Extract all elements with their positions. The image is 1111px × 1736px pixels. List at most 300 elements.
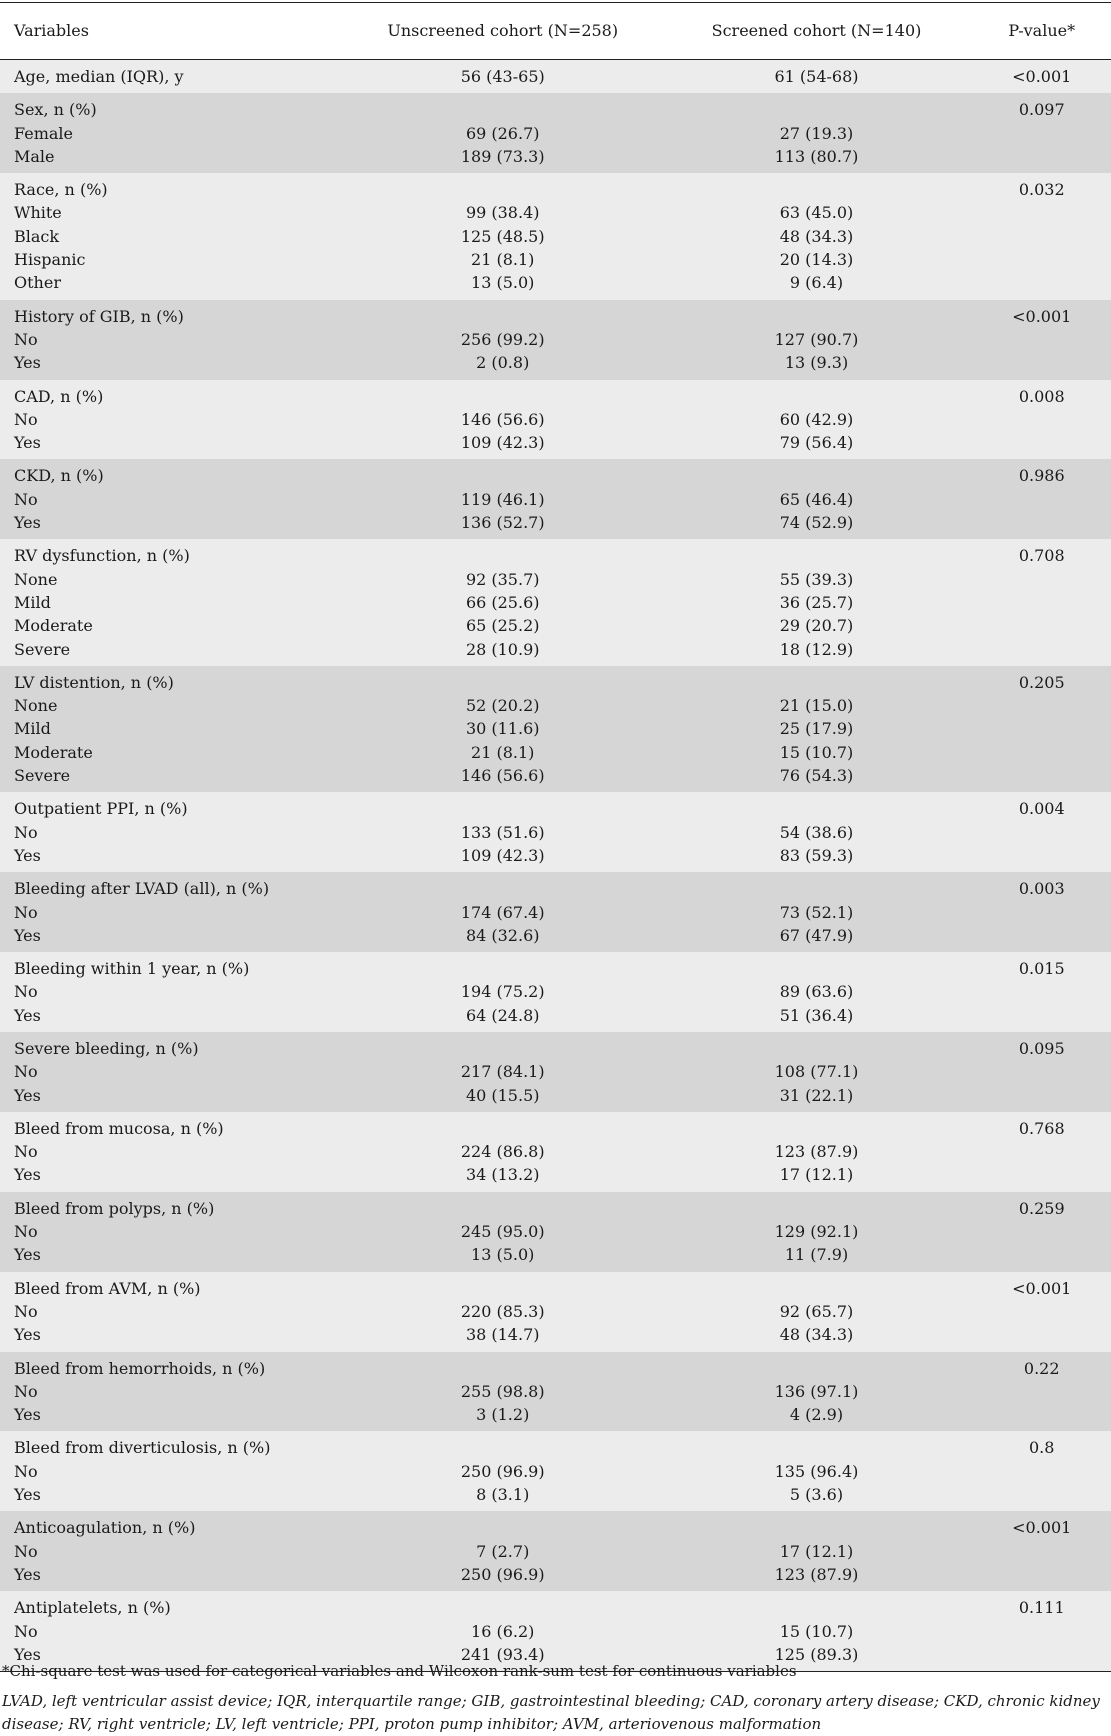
p-value: 0.708 <box>972 539 1111 567</box>
unscreened-value: 3 (1.2) <box>345 1403 661 1431</box>
unscreened-value: 133 (51.6) <box>345 821 661 844</box>
group-header-row <box>0 380 1111 408</box>
variable-group <box>0 1272 1111 1352</box>
category-label: Yes <box>0 511 345 539</box>
unscreened-value <box>345 93 661 121</box>
p-value: 0.111 <box>972 1591 1111 1619</box>
screened-value <box>661 173 973 201</box>
p-value-empty <box>972 1084 1111 1112</box>
unscreened-value: 65 (25.2) <box>345 614 661 637</box>
unscreened-value <box>345 1032 661 1060</box>
group-header-row <box>0 1431 1111 1459</box>
group-header-row <box>0 1272 1111 1300</box>
unscreened-value <box>345 1272 661 1300</box>
variable-group <box>0 872 1111 952</box>
group-header-row <box>0 173 1111 201</box>
unscreened-value: 2 (0.8) <box>345 351 661 379</box>
variable-label: Bleed from polyps, n (%) <box>0 1192 345 1220</box>
table-row <box>0 1380 1111 1403</box>
unscreened-value: 146 (56.6) <box>345 408 661 431</box>
screened-value <box>661 952 973 980</box>
screened-value <box>661 1511 973 1539</box>
unscreened-value <box>345 666 661 694</box>
table-row <box>0 431 1111 459</box>
unscreened-value: 40 (15.5) <box>345 1084 661 1112</box>
variable-label: LV distention, n (%) <box>0 666 345 694</box>
p-value-empty <box>972 1163 1111 1191</box>
screened-value: 13 (9.3) <box>661 351 973 379</box>
variable-label: Race, n (%) <box>0 173 345 201</box>
screened-value: 55 (39.3) <box>661 568 973 591</box>
p-value: <0.001 <box>972 60 1111 94</box>
variable-group <box>0 792 1111 872</box>
p-value: <0.001 <box>972 300 1111 328</box>
header-pvalue: P-value* <box>972 3 1111 60</box>
screened-value <box>661 380 973 408</box>
unscreened-value <box>345 872 661 900</box>
screened-value: 125 (89.3) <box>661 1643 973 1672</box>
p-value-empty <box>972 1483 1111 1511</box>
screened-value: 31 (22.1) <box>661 1084 973 1112</box>
variable-group <box>0 380 1111 460</box>
group-header-row <box>0 1032 1111 1060</box>
unscreened-value <box>345 459 661 487</box>
p-value-empty <box>972 271 1111 299</box>
screened-value: 129 (92.1) <box>661 1220 973 1243</box>
unscreened-value: 69 (26.7) <box>345 122 661 145</box>
table-row <box>0 764 1111 792</box>
unscreened-value <box>345 1511 661 1539</box>
unscreened-value: 245 (95.0) <box>345 1220 661 1243</box>
p-value-empty <box>972 614 1111 637</box>
unscreened-value <box>345 380 661 408</box>
variable-group <box>0 952 1111 1032</box>
category-label: Yes <box>0 1084 345 1112</box>
group-header-row <box>0 952 1111 980</box>
category-label: Yes <box>0 1163 345 1191</box>
screened-value: 15 (10.7) <box>661 741 973 764</box>
screened-value: 127 (90.7) <box>661 328 973 351</box>
group-header-row <box>0 60 1111 94</box>
variable-group <box>0 300 1111 380</box>
category-label: No <box>0 328 345 351</box>
unscreened-value: 16 (6.2) <box>345 1620 661 1643</box>
variable-group <box>0 459 1111 539</box>
screened-value: 18 (12.9) <box>661 638 973 666</box>
category-label: Moderate <box>0 614 345 637</box>
screened-value: 60 (42.9) <box>661 408 973 431</box>
screened-value: 135 (96.4) <box>661 1460 973 1483</box>
table-row <box>0 145 1111 173</box>
screened-value <box>661 1272 973 1300</box>
unscreened-value: 224 (86.8) <box>345 1140 661 1163</box>
category-label: Hispanic <box>0 248 345 271</box>
p-value: 0.22 <box>972 1352 1111 1380</box>
unscreened-value: 13 (5.0) <box>345 1243 661 1271</box>
p-value-empty <box>972 511 1111 539</box>
p-value-empty <box>972 924 1111 952</box>
screened-value: 63 (45.0) <box>661 201 973 224</box>
screened-value: 51 (36.4) <box>661 1004 973 1032</box>
footnote-abbreviations: LVAD, left ventricular assist device; IQR, interquartile range; GIB, gastrointestinal bleeding; CAD, coronary artery disease; CKD, chronic kidney disease; RV, right ventricle; LV, left ventricle; PPI, proton pump inhibitor; AVM, arteriovenous malformation <box>2 1692 1100 1733</box>
category-label: Female <box>0 122 345 145</box>
p-value-empty <box>972 1243 1111 1271</box>
p-value-empty <box>972 1563 1111 1591</box>
variable-label: CKD, n (%) <box>0 459 345 487</box>
category-label: White <box>0 201 345 224</box>
p-value: 0.8 <box>972 1431 1111 1459</box>
table-row <box>0 717 1111 740</box>
table-row <box>0 1403 1111 1431</box>
unscreened-value: 66 (25.6) <box>345 591 661 614</box>
p-value-empty <box>972 225 1111 248</box>
category-label: Yes <box>0 351 345 379</box>
unscreened-value: 220 (85.3) <box>345 1300 661 1323</box>
unscreened-value <box>345 1591 661 1619</box>
group-header-row <box>0 1352 1111 1380</box>
table-row <box>0 271 1111 299</box>
p-value: 0.015 <box>972 952 1111 980</box>
header-variables: Variables <box>0 3 345 60</box>
category-label: No <box>0 1620 345 1643</box>
group-header-row <box>0 1192 1111 1220</box>
category-label: Severe <box>0 638 345 666</box>
category-label: No <box>0 1460 345 1483</box>
category-label: No <box>0 1060 345 1083</box>
category-label: Moderate <box>0 741 345 764</box>
table-row <box>0 225 1111 248</box>
p-value: 0.008 <box>972 380 1111 408</box>
unscreened-value <box>345 539 661 567</box>
table-row <box>0 1243 1111 1271</box>
unscreened-value: 92 (35.7) <box>345 568 661 591</box>
unscreened-value: 7 (2.7) <box>345 1540 661 1563</box>
p-value: 0.205 <box>972 666 1111 694</box>
screened-value <box>661 1112 973 1140</box>
p-value-empty <box>972 1460 1111 1483</box>
category-label: No <box>0 821 345 844</box>
p-value: 0.097 <box>972 93 1111 121</box>
table-row <box>0 1163 1111 1191</box>
table-header <box>0 3 1111 60</box>
p-value-empty <box>972 248 1111 271</box>
screened-value: 29 (20.7) <box>661 614 973 637</box>
screened-value: 73 (52.1) <box>661 901 973 924</box>
screened-value <box>661 1032 973 1060</box>
screened-value <box>661 1591 973 1619</box>
variable-label: Bleed from diverticulosis, n (%) <box>0 1431 345 1459</box>
p-value-empty <box>972 351 1111 379</box>
group-header-row <box>0 93 1111 121</box>
p-value-empty <box>972 844 1111 872</box>
screened-value: 17 (12.1) <box>661 1540 973 1563</box>
table-row <box>0 638 1111 666</box>
variable-group <box>0 1192 1111 1272</box>
p-value-empty <box>972 568 1111 591</box>
cohort-comparison-table <box>0 2 1111 1672</box>
group-header-row <box>0 300 1111 328</box>
group-header-row <box>0 459 1111 487</box>
p-value-empty <box>972 980 1111 1003</box>
category-label: No <box>0 1220 345 1243</box>
p-value-empty <box>972 488 1111 511</box>
table-row <box>0 901 1111 924</box>
table-row <box>0 844 1111 872</box>
group-header-row <box>0 1591 1111 1619</box>
unscreened-value: 255 (98.8) <box>345 1380 661 1403</box>
unscreened-value: 34 (13.2) <box>345 1163 661 1191</box>
table-row <box>0 1220 1111 1243</box>
screened-value: 4 (2.9) <box>661 1403 973 1431</box>
screened-value: 65 (46.4) <box>661 488 973 511</box>
table-row <box>0 511 1111 539</box>
variable-group <box>0 1032 1111 1112</box>
variable-label: CAD, n (%) <box>0 380 345 408</box>
variable-group <box>0 1352 1111 1432</box>
screened-value: 11 (7.9) <box>661 1243 973 1271</box>
category-label: No <box>0 488 345 511</box>
unscreened-value: 146 (56.6) <box>345 764 661 792</box>
unscreened-value: 64 (24.8) <box>345 1004 661 1032</box>
variable-label: Bleeding after LVAD (all), n (%) <box>0 872 345 900</box>
table-row <box>0 122 1111 145</box>
category-label: No <box>0 1540 345 1563</box>
unscreened-value <box>345 300 661 328</box>
category-label: Mild <box>0 591 345 614</box>
screened-value: 123 (87.9) <box>661 1563 973 1591</box>
screened-value <box>661 872 973 900</box>
group-header-row <box>0 792 1111 820</box>
p-value: 0.032 <box>972 173 1111 201</box>
p-value: <0.001 <box>972 1511 1111 1539</box>
variable-group <box>0 1431 1111 1511</box>
unscreened-value: 56 (43-65) <box>345 60 661 94</box>
header-screened: Screened cohort (N=140) <box>661 3 973 60</box>
unscreened-value: 119 (46.1) <box>345 488 661 511</box>
unscreened-value: 189 (73.3) <box>345 145 661 173</box>
group-header-row <box>0 1112 1111 1140</box>
group-header-row <box>0 1511 1111 1539</box>
category-label: Severe <box>0 764 345 792</box>
p-value-empty <box>972 1620 1111 1643</box>
p-value: 0.003 <box>972 872 1111 900</box>
category-label: Yes <box>0 1403 345 1431</box>
screened-value: 74 (52.9) <box>661 511 973 539</box>
p-value-empty <box>972 741 1111 764</box>
variable-group <box>0 173 1111 299</box>
p-value-empty <box>972 1380 1111 1403</box>
unscreened-value: 109 (42.3) <box>345 844 661 872</box>
p-value: 0.986 <box>972 459 1111 487</box>
screened-value: 76 (54.3) <box>661 764 973 792</box>
p-value: <0.001 <box>972 1272 1111 1300</box>
header-row <box>0 3 1111 60</box>
screened-value <box>661 666 973 694</box>
table-row <box>0 1460 1111 1483</box>
unscreened-value: 8 (3.1) <box>345 1483 661 1511</box>
p-value-empty <box>972 1140 1111 1163</box>
category-label: Mild <box>0 717 345 740</box>
category-label: Yes <box>0 1563 345 1591</box>
category-label: No <box>0 980 345 1003</box>
p-value-empty <box>972 1403 1111 1431</box>
category-label: None <box>0 694 345 717</box>
unscreened-value: 217 (84.1) <box>345 1060 661 1083</box>
p-value-empty <box>972 764 1111 792</box>
unscreened-value <box>345 173 661 201</box>
screened-value: 15 (10.7) <box>661 1620 973 1643</box>
screened-value <box>661 93 973 121</box>
p-value-empty <box>972 1323 1111 1351</box>
variable-label: Anticoagulation, n (%) <box>0 1511 345 1539</box>
category-label: Yes <box>0 1483 345 1511</box>
table-row <box>0 1140 1111 1163</box>
p-value-empty <box>972 145 1111 173</box>
variable-group <box>0 666 1111 792</box>
p-value-empty <box>972 1004 1111 1032</box>
group-header-row <box>0 539 1111 567</box>
variable-group <box>0 539 1111 665</box>
footnote-statistics: *Chi-square test was used for categorical variables and Wilcoxon rank-sum test for continuous variables <box>2 1662 797 1680</box>
p-value-empty <box>972 717 1111 740</box>
header-unscreened: Unscreened cohort (N=258) <box>345 3 661 60</box>
category-label: Yes <box>0 1643 345 1672</box>
table-row <box>0 1004 1111 1032</box>
unscreened-value: 136 (52.7) <box>345 511 661 539</box>
screened-value: 27 (19.3) <box>661 122 973 145</box>
screened-value: 83 (59.3) <box>661 844 973 872</box>
unscreened-value <box>345 1112 661 1140</box>
p-value-empty <box>972 821 1111 844</box>
table-row <box>0 821 1111 844</box>
screened-value: 92 (65.7) <box>661 1300 973 1323</box>
p-value: 0.004 <box>972 792 1111 820</box>
table-row <box>0 1563 1111 1591</box>
table-row <box>0 408 1111 431</box>
unscreened-value: 125 (48.5) <box>345 225 661 248</box>
p-value: 0.259 <box>972 1192 1111 1220</box>
p-value-empty <box>972 1060 1111 1083</box>
category-label: Yes <box>0 924 345 952</box>
table-row <box>0 1300 1111 1323</box>
category-label: No <box>0 1140 345 1163</box>
p-value-empty <box>972 201 1111 224</box>
p-value-empty <box>972 431 1111 459</box>
variable-group <box>0 1511 1111 1591</box>
unscreened-value: 21 (8.1) <box>345 248 661 271</box>
table-row <box>0 591 1111 614</box>
table-row <box>0 1060 1111 1083</box>
p-value-empty <box>972 1300 1111 1323</box>
screened-value <box>661 1352 973 1380</box>
unscreened-value: 84 (32.6) <box>345 924 661 952</box>
screened-value <box>661 1192 973 1220</box>
screened-value: 79 (56.4) <box>661 431 973 459</box>
variable-label: Outpatient PPI, n (%) <box>0 792 345 820</box>
table-row <box>0 201 1111 224</box>
p-value-empty <box>972 1540 1111 1563</box>
p-value: 0.768 <box>972 1112 1111 1140</box>
group-header-row <box>0 666 1111 694</box>
screened-value: 48 (34.3) <box>661 1323 973 1351</box>
table-row <box>0 1323 1111 1351</box>
category-label: Black <box>0 225 345 248</box>
table-row <box>0 741 1111 764</box>
unscreened-value: 241 (93.4) <box>345 1643 661 1672</box>
p-value-empty <box>972 694 1111 717</box>
p-value: 0.095 <box>972 1032 1111 1060</box>
category-label: Yes <box>0 1004 345 1032</box>
variable-label: Bleed from AVM, n (%) <box>0 1272 345 1300</box>
unscreened-value <box>345 1352 661 1380</box>
variable-group <box>0 60 1111 94</box>
unscreened-value: 194 (75.2) <box>345 980 661 1003</box>
table-row <box>0 694 1111 717</box>
screened-value: 89 (63.6) <box>661 980 973 1003</box>
variable-label: Bleeding within 1 year, n (%) <box>0 952 345 980</box>
p-value-empty <box>972 408 1111 431</box>
table-row <box>0 488 1111 511</box>
p-value-empty <box>972 1220 1111 1243</box>
unscreened-value: 38 (14.7) <box>345 1323 661 1351</box>
screened-value: 67 (47.9) <box>661 924 973 952</box>
screened-value: 21 (15.0) <box>661 694 973 717</box>
p-value-empty <box>972 122 1111 145</box>
table-row <box>0 614 1111 637</box>
category-label: No <box>0 1380 345 1403</box>
screened-value: 17 (12.1) <box>661 1163 973 1191</box>
variable-label: Antiplatelets, n (%) <box>0 1591 345 1619</box>
category-label: No <box>0 1300 345 1323</box>
unscreened-value <box>345 1192 661 1220</box>
screened-value <box>661 1431 973 1459</box>
table-row <box>0 328 1111 351</box>
unscreened-value: 21 (8.1) <box>345 741 661 764</box>
p-value-empty <box>972 901 1111 924</box>
unscreened-value: 30 (11.6) <box>345 717 661 740</box>
variable-label: Sex, n (%) <box>0 93 345 121</box>
category-label: Other <box>0 271 345 299</box>
variable-label: Bleed from hemorrhoids, n (%) <box>0 1352 345 1380</box>
p-value-empty <box>972 638 1111 666</box>
unscreened-value <box>345 952 661 980</box>
category-label: Yes <box>0 844 345 872</box>
unscreened-value <box>345 792 661 820</box>
variable-group <box>0 1112 1111 1192</box>
screened-value: 61 (54-68) <box>661 60 973 94</box>
unscreened-value: 250 (96.9) <box>345 1563 661 1591</box>
screened-value <box>661 792 973 820</box>
variable-group <box>0 93 1111 173</box>
p-value-empty <box>972 591 1111 614</box>
screened-value: 108 (77.1) <box>661 1060 973 1083</box>
category-label: Yes <box>0 1323 345 1351</box>
unscreened-value: 13 (5.0) <box>345 271 661 299</box>
screened-value: 20 (14.3) <box>661 248 973 271</box>
unscreened-value: 109 (42.3) <box>345 431 661 459</box>
variable-label: Bleed from mucosa, n (%) <box>0 1112 345 1140</box>
unscreened-value: 28 (10.9) <box>345 638 661 666</box>
group-header-row <box>0 872 1111 900</box>
variable-label: Severe bleeding, n (%) <box>0 1032 345 1060</box>
table-row <box>0 1540 1111 1563</box>
category-label: None <box>0 568 345 591</box>
unscreened-value: 250 (96.9) <box>345 1460 661 1483</box>
screened-value: 48 (34.3) <box>661 225 973 248</box>
table-row <box>0 351 1111 379</box>
screened-value: 25 (17.9) <box>661 717 973 740</box>
category-label: Yes <box>0 1243 345 1271</box>
